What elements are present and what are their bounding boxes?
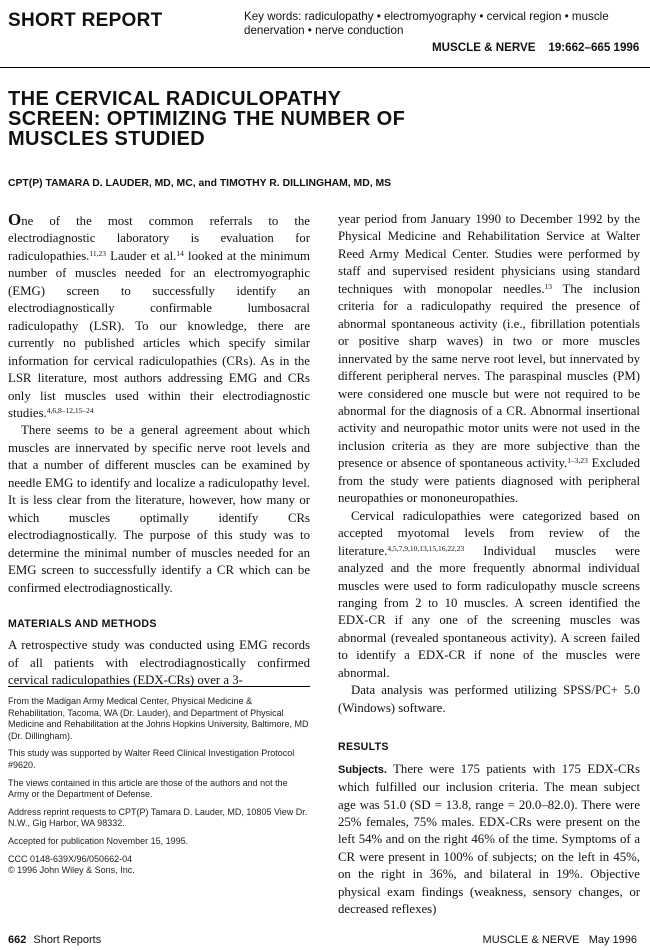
page-footer-left — [8, 934, 101, 946]
keywords: Key words: radiculopathy • electromyography • cervical region • muscle denervation • nerve conduction — [244, 10, 609, 37]
footnote-copyright: © 1996 John Wiley & Sons, Inc. — [8, 865, 135, 876]
results-paragraph-1: Subjects. There were 175 patients with 175 EDX-CRs which fulfilled our inclusion criteria. The mean subject age was 51.0 (SD = 13.8, range = 20.0–82.0). There were 25% females, 75% males. EDX-CRs were present on the left 54% and on the right 46% of the time. Symptoms of a CR were present in 100% of subjects; on the left in 45%, on the right in 36%, and bilateral in 19%. Objective physical exam findings (weakness, sensory changes, or decreased reflexes) — [338, 761, 640, 917]
footnotes — [8, 696, 310, 883]
footnote-disclaimer: The views contained in this article are those of the authors and not the Army or the Department of Defense. — [8, 777, 288, 800]
section-label: SHORT REPORT — [8, 10, 163, 31]
volume-pages: 19:662–665 1996 — [548, 41, 640, 54]
methods-paragraph-2: Cervical radiculopathies were categorized based on accepted myotomal levels from review of the literature.$^{4,5,7,9,10,13,15,16,22,23}$ Individual muscles were analyzed and the more frequently abnormal individual muscles were used to form radiculopathy muscle screens ranging from 2 to 10 muscles. A screen identified the EDX-CR if any one of the screening muscles was abnormal (revealed spontaneous activity). A screen failed to identify a EDX-CR if none of the muscles were abnormal. — [338, 508, 640, 680]
footnote-funding: This study was supported by Walter Reed Clinical Investigation Protocol #9620. — [8, 748, 295, 770]
footer-section: Short Reports — [33, 934, 102, 946]
footnote-divider — [8, 686, 310, 687]
footnote-reprints: Address reprint requests to CPT(P) Tamara D. Lauder, MD, 10805 View Dr. N.W., Gig Harbor, WA 98332. — [8, 806, 308, 829]
article-title: THE CERVICAL RADICULOPATHY SCREEN: OPTIMIZING THE NUMBER OF MUSCLES STUDIED — [8, 88, 406, 150]
page-number: 662 — [8, 934, 27, 946]
results-heading: RESULTS — [338, 741, 389, 754]
methods-paragraph-3: Data analysis was performed utilizing SPSS/PC+ 5.0 (Windows) software. — [338, 683, 640, 715]
journal-name: MUSCLE & NERVE — [432, 41, 536, 54]
methods-paragraph-1-cont: year period from January 1990 to December 1992 by the Physical Medicine and Rehabilitation Service at Walter Reed Army Medical Center. Studies were performed by staff and supervised resident physicians using standard techniques with monopolar needles.$^{13}$ The inclusion criteria for a radiculopathy required the presence of abnormal spontaneous activity (i.e., fibrillation potentials or positive sharp waves) in two or more muscles innervated by the same nerve root level, but innervated by different peripheral nerves. The paraspinal muscles (PM) were considered one muscle but were not required to be abnormal for the diagnosis of a CR. Abnormal insertional activity and neuropathic motor units were not used in the inclusion criteria as they are more subjective than the presence or absence of spontaneous activity.$^{1-3,23}$ Excluded from the study were patients diagnosed with peripheral neuropathies or mononeuropathies. — [338, 212, 640, 506]
footnote-affiliation: From the Madigan Army Medical Center, Physical Medicine & Rehabilitation, Tacoma, WA (Dr. Lauder), and Department of Physical Medicine and Rehabilitation at the Johns Hopkins University, Baltimore, MD (Dr. Dillingham). — [8, 696, 309, 741]
subjects-label: Subjects. — [338, 763, 387, 776]
body-column-left — [8, 211, 310, 690]
intro-paragraph-2: There seems to be a general agreement about which muscles are innervated by specific nerve root levels and that a number of different muscles can be examined by needle EMG to identify and localize a radiculopathy level. It is less clear from the literature, however, how many or which muscles optimally identify CRs electrodiagnostically. The purpose of this study was to determine the minimal number of muscles needed for an EMG screen to successfully identify a CR which can be confirmed electrodiagnostically. — [8, 423, 310, 595]
methods-heading: MATERIALS AND METHODS — [8, 617, 157, 630]
author-line: CPT(P) TAMARA D. LAUDER, MD, MC, and TIMOTHY R. DILLINGHAM, MD, MS — [8, 178, 392, 189]
header-divider — [0, 67, 650, 68]
intro-paragraph-1: One of the most common referrals to the electrodiagnostic laboratory is evaluation for radiculopathies.$^{11,23}$ Lauder et al.$^{14}$ looked at the minimum number of muscles needed for an electromyographic (EMG) screen to successfully identify an electrodiagnostically confirmable lumbosacral radiculopathy (LSR). To our knowledge, there are currently no published articles which specify similar information for cervical radiculopathies (CRs). As in the LSR literature, most authors addressing EMG and CRs only list muscles used within their electrodiagnostic studies.$^{4,6,8-12,15-24}$ — [8, 210, 310, 420]
methods-paragraph-1: A retrospective study was conducted using EMG records of all patients with electrodiagnostically confirmed cervical radiculopathies (EDX-CRs) over a 3- — [8, 638, 310, 688]
body-column-right — [338, 211, 640, 919]
footer-journal-date: MUSCLE & NERVE May 1996 — [482, 934, 637, 946]
footnote-accepted: Accepted for publication November 15, 1995. — [8, 835, 189, 846]
footnote-ccc: CCC 0148-639X/96/050662-04 — [8, 853, 133, 864]
journal-citation — [432, 41, 639, 54]
